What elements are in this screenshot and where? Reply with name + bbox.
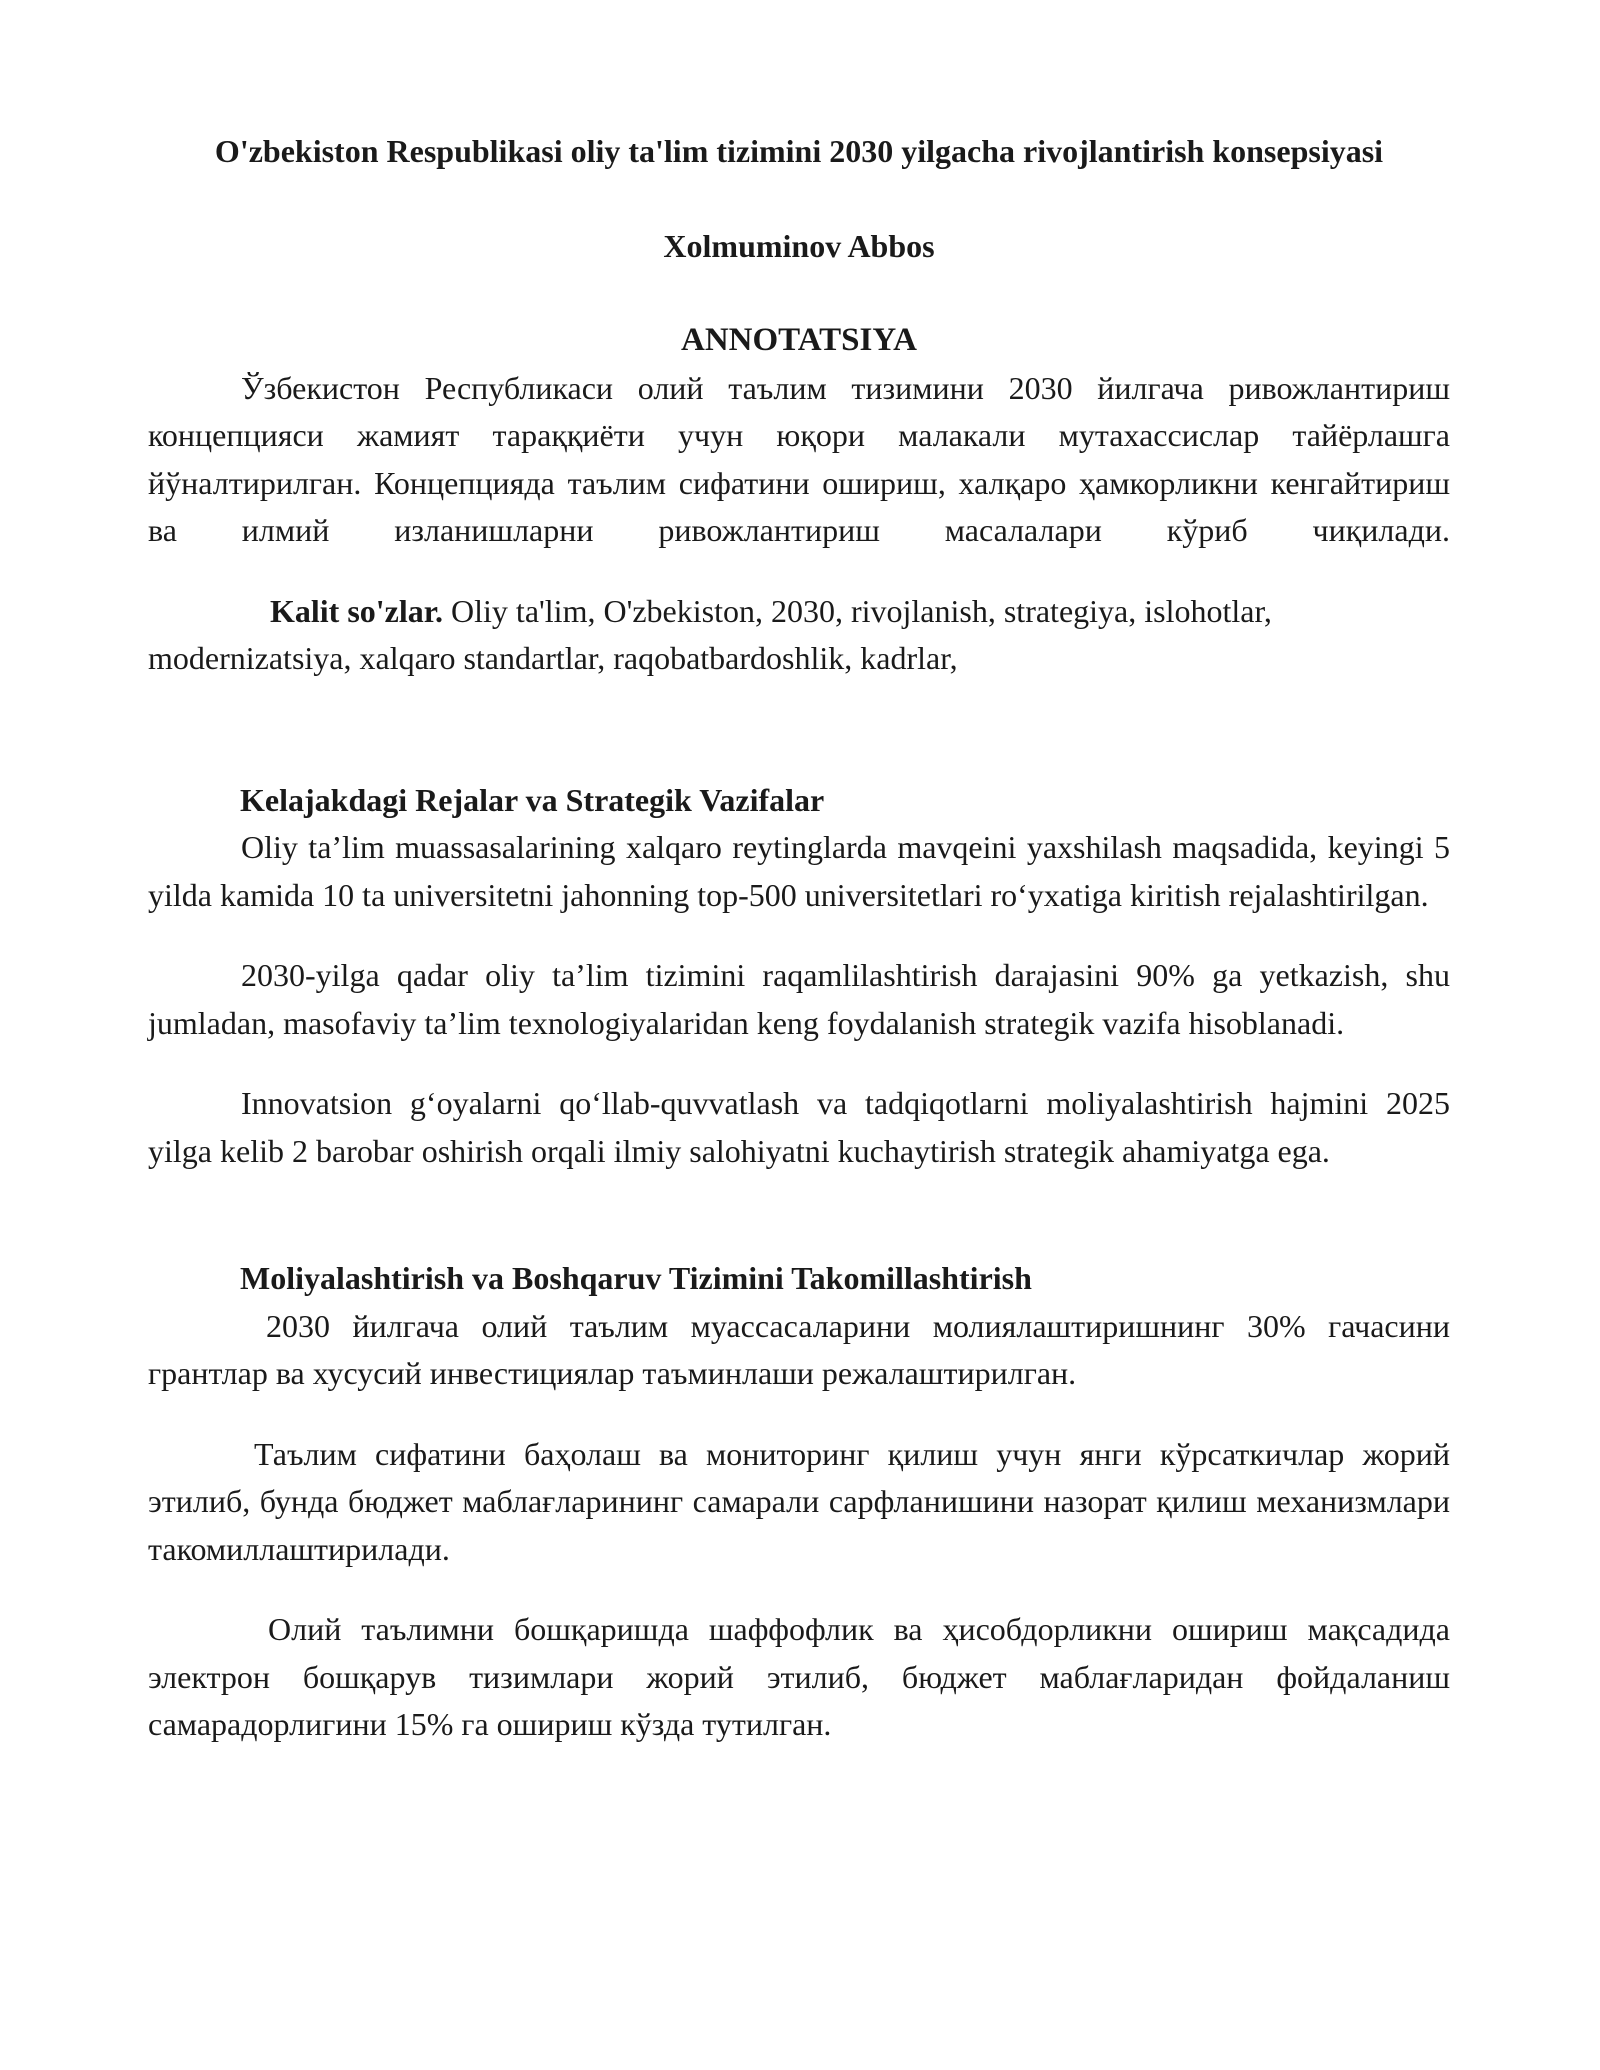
section-heading-plans: Kelajakdagi Rejalar va Strategik Vazifalar [240,781,825,818]
keywords-paragraph [148,588,1450,683]
section2-paragraph: Олий таълимни бошқаришда шаффофлик ва ҳисобдорликни ошириш мақсадида электрон бошқарув тизимлари жорий этилиб, бюджет маблағларидан фойдаланиш самарадорлигини 15% га ошириш кўзда тутилган. [148,1611,1450,1742]
keywords-label: Kalit so'zlar. [270,592,444,629]
section-heading-financing: Moliyalashtirish va Boshqaruv Tizimini Takomillashtirish [240,1260,1032,1296]
section2-paragraph: Таълим сифатини баҳолаш ва мониторинг қилиш учун янги кўрсаткичлар жорий этилиб, бунда бюджет маблағларининг самарали сарфланишини назорат қилиш механизмлари такомиллаштирилади. [148,1435,1450,1567]
author-name: Xolmuminov Abbos [663,227,935,264]
section1-paragraph: Innovatsion g‘oyalarni qo‘llab-quvvatlash va tadqiqotlarni moliyalashtirish hajmini 2025 yilga kelib 2 barobar oshirish orqali ilmiy salohiyatni kuchaytirish strategik ahamiyatga ega. [148,1085,1450,1169]
section1-paragraph: 2030-yilga qadar oliy ta’lim tizimini raqamlilashtirish darajasini 90% ga yetkazish, shu jumladan, masofaviy ta’lim texnologiyalaridan keng foydalanish strategik vazifa hisoblanadi. [148,957,1450,1041]
document-title: O'zbekiston Respublikasi oliy ta'lim tizimini 2030 yilgacha rivojlantirish konsepsiyasi [214,133,1384,169]
annotation-heading: ANNOTATSIYA [681,322,917,358]
document-page [148,128,1450,1749]
section1-paragraph: Oliy ta’lim muassasalarining xalqaro reytinglarda mavqeini yaxshilash maqsadida, keyingi 5 yilda kamida 10 ta universitetni jahonning top-500 universitetlari ro‘yxatiga kiritish rejalashtirilgan. [148,829,1450,913]
section2-paragraph: 2030 йилгача олий таълим муассасаларини молиялаштиришнинг 30% гачасини грантлар ва хусусий инвестициялар таъминлаши режалаштирилган. [148,1307,1450,1391]
annotation-text: Ўзбекистон Республикаси олий таълим тизимини 2030 йилгача ривожлантириш концепцияси жамият тараққиёти учун юқори малакали мутахассислар тайёрлашга йўналтирилган. Концепцияда таълим сифатини ошириш, халқаро ҳамкорликни кенгайтириш ва илмий изланишларни ривожлантириш масалалари кўриб чиқилади. [148,369,1450,548]
keywords-text: Oliy ta'lim, O'zbekiston, 2030, rivojlanish, strategiya, islohotlar, modernizatsiya, xalqaro standartlar, raqobatbardoshlik, kadrlar, [148,592,1272,676]
